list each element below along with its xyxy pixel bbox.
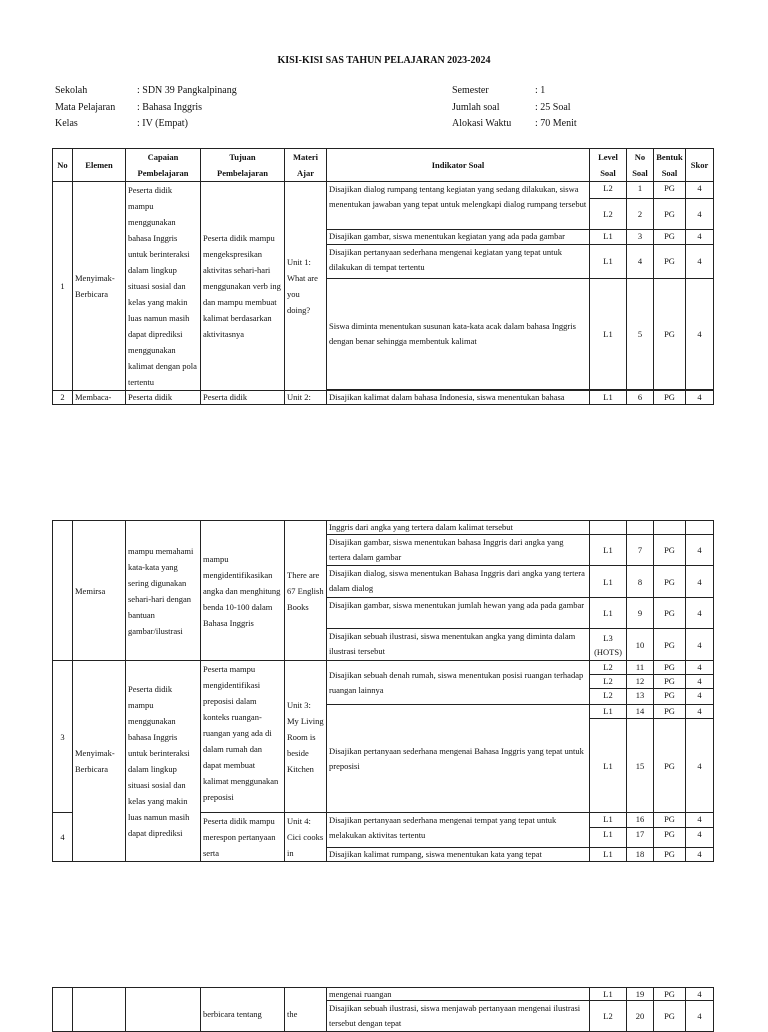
meta-value-semester: : 1 [535, 85, 546, 96]
bentuk-cell: PG [654, 244, 686, 278]
row-number: 1 [53, 182, 73, 391]
capaian-cell: Peserta didik [126, 391, 201, 405]
elemen-cell: Memirsa [73, 521, 126, 661]
meta-value-mapel: : Bahasa Inggris [137, 101, 202, 113]
skor-cell [686, 521, 714, 535]
nosoal-cell: 9 [627, 598, 654, 629]
bentuk-cell: PG [654, 675, 686, 689]
meta-label-semester: Semester [452, 85, 489, 96]
level-cell: L1 [590, 705, 627, 719]
elemen-cell [73, 988, 126, 1032]
bentuk-cell: PG [654, 847, 686, 861]
nosoal-cell: 17 [627, 828, 654, 848]
level-cell: L2 [590, 182, 627, 199]
nosoal-cell: 11 [627, 661, 654, 675]
indikator-cell: Disajikan gambar, siswa menentukan bahasa Inggris dari angka yang tertera dalam gambar [327, 535, 590, 566]
indikator-cell: Disajikan gambar, siswa menentukan kegiatan yang ada pada gambar [327, 230, 590, 245]
nosoal-cell: 16 [627, 813, 654, 828]
indikator-cell: mengenai ruangan [327, 988, 590, 1001]
bentuk-cell: PG [654, 535, 686, 566]
indikator-cell: Disajikan dialog rumpang tentang kegiatan yang sedang dilakukan, siswa menentukan jawaban yang tepat untuk melengkapi dialog rumpang tersebut [327, 182, 590, 230]
tujuan-cell: Peserta didik mampu mengekspresikan aktivitas sehari-hari menggunakan verb ing dan mampu membuat kalimat berdasarkan aktivitasnya [201, 182, 285, 391]
capaian-cell: mampu memahami kata-kata yang sering digunakan sehari-hari dengan bantuan gambar/ilustrasi [126, 521, 201, 661]
tujuan-cell: mampu mengidentifikasikan angka dan menghitung benda 10-100 dalam Bahasa Inggris [201, 521, 285, 661]
table-row [53, 182, 714, 199]
skor-cell: 4 [686, 182, 714, 199]
skor-cell: 4 [686, 198, 714, 229]
header-nosoal: No Soal [627, 149, 654, 182]
meta-label-jumlah-soal: Jumlah soal [452, 101, 500, 113]
level-cell: L2 [590, 1001, 627, 1032]
bentuk-cell: PG [654, 566, 686, 598]
level-cell: L1 [590, 391, 627, 405]
meta-label-sekolah: Sekolah [55, 85, 88, 96]
level-cell [590, 521, 627, 535]
tujuan-cell: Peserta mampu mengidentifikasi preposisi dalam konteks ruangan-ruangan yang ada di dalam rumah dan dapat membuat kalimat menggunakan preposisi [201, 661, 285, 813]
meta-right-values [535, 83, 577, 133]
header-level: Level Soal [590, 149, 627, 182]
tujuan-cell: berbicara tentang [201, 988, 285, 1032]
bentuk-cell: PG [654, 629, 686, 661]
skor-cell: 4 [686, 535, 714, 566]
bentuk-cell: PG [654, 230, 686, 245]
skor-cell: 4 [686, 244, 714, 278]
row-number: 2 [53, 391, 73, 405]
table-row [53, 521, 714, 535]
level-cell: L1 [590, 828, 627, 848]
level-cell: L1 [590, 244, 627, 278]
table-row [53, 391, 714, 405]
level-cell: L1 [590, 847, 627, 861]
header-indikator: Indikator Soal [327, 149, 590, 182]
materi-cell: There are 67 English Books [285, 521, 327, 661]
header-skor: Skor [686, 149, 714, 182]
nosoal-cell: 2 [627, 198, 654, 229]
row-number [53, 988, 73, 1032]
indikator-cell: Disajikan pertanyaan sederhana mengenai Bahasa Inggris yang tepat untuk preposisi [327, 705, 590, 813]
table-row [53, 661, 714, 675]
nosoal-cell: 14 [627, 705, 654, 719]
level-cell: L1 [590, 566, 627, 598]
nosoal-cell: 13 [627, 689, 654, 705]
nosoal-cell: 1 [627, 182, 654, 199]
header-no: No [53, 149, 73, 182]
bentuk-cell: PG [654, 689, 686, 705]
skor-cell: 4 [686, 661, 714, 675]
skor-cell: 4 [686, 279, 714, 390]
meta-left-values [137, 83, 237, 133]
header-tujuan: Tujuan Pembelajaran [201, 149, 285, 182]
header-bentuk: Bentuk Soal [654, 149, 686, 182]
skor-cell: 4 [686, 705, 714, 719]
header-materi: Materi Ajar [285, 149, 327, 182]
meta-value-sekolah: : SDN 39 Pangkalpinang [137, 85, 237, 96]
skor-cell: 4 [686, 719, 714, 813]
row-number: 4 [53, 813, 73, 862]
indikator-cell: Inggris dari angka yang tertera dalam kalimat tersebut [327, 521, 590, 535]
row-number: 3 [53, 661, 73, 813]
materi-cell: the [285, 988, 327, 1032]
level-cell: L1 [590, 719, 627, 813]
tujuan-cell: Peserta didik [201, 391, 285, 405]
document-title: KISI-KISI SAS TAHUN PELAJARAN 2023-2024 [277, 55, 491, 66]
nosoal-cell: 8 [627, 566, 654, 598]
bentuk-cell: PG [654, 828, 686, 848]
table-row [53, 988, 714, 1001]
level-cell: L1 [590, 230, 627, 245]
level-cell: L1 [590, 598, 627, 629]
nosoal-cell: 5 [627, 279, 654, 390]
bentuk-cell: PG [654, 182, 686, 199]
skor-cell: 4 [686, 1001, 714, 1032]
bentuk-cell: PG [654, 198, 686, 229]
level-cell: L1 [590, 813, 627, 828]
meta-value-alokasi-waktu: : 70 Menit [535, 118, 577, 129]
indikator-cell: Siswa diminta menentukan susunan kata-kata acak dalam bahasa Inggris dengan benar sehingga membentuk kalimat [327, 279, 590, 390]
nosoal-cell: 18 [627, 847, 654, 861]
nosoal-cell: 3 [627, 230, 654, 245]
meta-right-labels [452, 83, 511, 133]
nosoal-cell [627, 521, 654, 535]
level-cell: L2 [590, 675, 627, 689]
row-number [53, 521, 73, 661]
bentuk-cell [654, 521, 686, 535]
materi-cell: Unit 4: Cici cooks in [285, 813, 327, 862]
bentuk-cell: PG [654, 719, 686, 813]
level-cell: L3 (HOTS) [590, 629, 627, 661]
indikator-cell: Disajikan gambar, siswa menentukan jumlah hewan yang ada pada gambar [327, 598, 590, 629]
level-cell: L1 [590, 279, 627, 390]
kisi-kisi-table-part-3 [52, 987, 714, 1032]
bentuk-cell: PG [654, 279, 686, 390]
capaian-cell [126, 988, 201, 1032]
meta-value-jumlah-soal: : 25 Soal [535, 101, 571, 113]
meta-left-labels [55, 83, 115, 133]
header-capaian: Capaian Pembelajaran [126, 149, 201, 182]
nosoal-cell: 20 [627, 1001, 654, 1032]
kisi-kisi-table-part-1 [52, 148, 714, 405]
capaian-cell: Peserta didik mampu menggunakan bahasa Inggris untuk berinteraksi dalam lingkup situasi sosial dan kelas yang makin luas namun masih dapat diprediksi [126, 661, 201, 862]
indikator-cell: Disajikan pertanyaan sederhana mengenai kegiatan yang tepat untuk dilakukan di tempat tertentu [327, 244, 590, 278]
meta-value-kelas: : IV (Empat) [137, 118, 188, 129]
skor-cell: 4 [686, 675, 714, 689]
indikator-cell: Disajikan kalimat dalam bahasa Indonesia, siswa menentukan bahasa [327, 391, 590, 405]
capaian-cell: Peserta didik mampu menggunakan bahasa Inggris untuk berinteraksi dalam lingkup situasi sosial dan kelas yang makin luas namun masih dapat diprediksi menggunakan kalimat dengan pola tertentu [126, 182, 201, 391]
indikator-cell: Disajikan dialog, siswa menentukan Bahasa Inggris dari angka yang tertera dalam dialog [327, 566, 590, 598]
elemen-cell: Menyimak-Berbicara [73, 661, 126, 862]
elemen-cell: Membaca- [73, 391, 126, 405]
materi-cell: Unit 2: [285, 391, 327, 405]
indikator-cell: Disajikan sebuah ilustrasi, siswa menjawab pertanyaan mengenai ilustrasi tersebut dengan tepat [327, 1001, 590, 1032]
nosoal-cell: 6 [627, 391, 654, 405]
nosoal-cell: 4 [627, 244, 654, 278]
skor-cell: 4 [686, 828, 714, 848]
skor-cell: 4 [686, 847, 714, 861]
bentuk-cell: PG [654, 1001, 686, 1032]
kisi-kisi-table-part-2 [52, 520, 714, 862]
bentuk-cell: PG [654, 598, 686, 629]
table-header-row [53, 149, 714, 182]
indikator-cell: Disajikan kalimat rumpang, siswa menentukan kata yang tepat [327, 847, 590, 861]
level-cell: L1 [590, 988, 627, 1001]
level-cell: L2 [590, 198, 627, 229]
tujuan-cell: Peserta didik mampu merespon pertanyaan serta [201, 813, 285, 862]
meta-label-alokasi-waktu: Alokasi Waktu [452, 118, 512, 129]
nosoal-cell: 7 [627, 535, 654, 566]
indikator-cell: Disajikan sebuah ilustrasi, siswa menentukan angka yang diminta dalam ilustrasi tersebut [327, 629, 590, 661]
skor-cell: 4 [686, 689, 714, 705]
bentuk-cell: PG [654, 391, 686, 405]
bentuk-cell: PG [654, 988, 686, 1001]
level-cell: L1 [590, 535, 627, 566]
nosoal-cell: 15 [627, 719, 654, 813]
nosoal-cell: 10 [627, 629, 654, 661]
skor-cell: 4 [686, 230, 714, 245]
bentuk-cell: PG [654, 661, 686, 675]
materi-cell: Unit 3: My Living Room is beside Kitchen [285, 661, 327, 813]
nosoal-cell: 12 [627, 675, 654, 689]
indikator-cell: Disajikan pertanyaan sederhana mengenai tempat yang tepat untuk melakukan aktivitas tertentu [327, 813, 590, 848]
indikator-cell: Disajikan sebuah denah rumah, siswa menentukan posisi ruangan terhadap ruangan lainnya [327, 661, 590, 705]
meta-label-mapel: Mata Pelajaran [55, 101, 116, 113]
level-cell: L2 [590, 661, 627, 675]
elemen-cell: Menyimak-Berbicara [73, 182, 126, 391]
meta-label-kelas: Kelas [55, 118, 78, 129]
nosoal-cell: 19 [627, 988, 654, 1001]
skor-cell: 4 [686, 629, 714, 661]
header-elemen: Elemen [73, 149, 126, 182]
materi-cell: Unit 1: What are you doing? [285, 182, 327, 391]
skor-cell: 4 [686, 988, 714, 1001]
skor-cell: 4 [686, 598, 714, 629]
skor-cell: 4 [686, 391, 714, 405]
skor-cell: 4 [686, 813, 714, 828]
level-cell: L2 [590, 689, 627, 705]
bentuk-cell: PG [654, 813, 686, 828]
skor-cell: 4 [686, 566, 714, 598]
bentuk-cell: PG [654, 705, 686, 719]
